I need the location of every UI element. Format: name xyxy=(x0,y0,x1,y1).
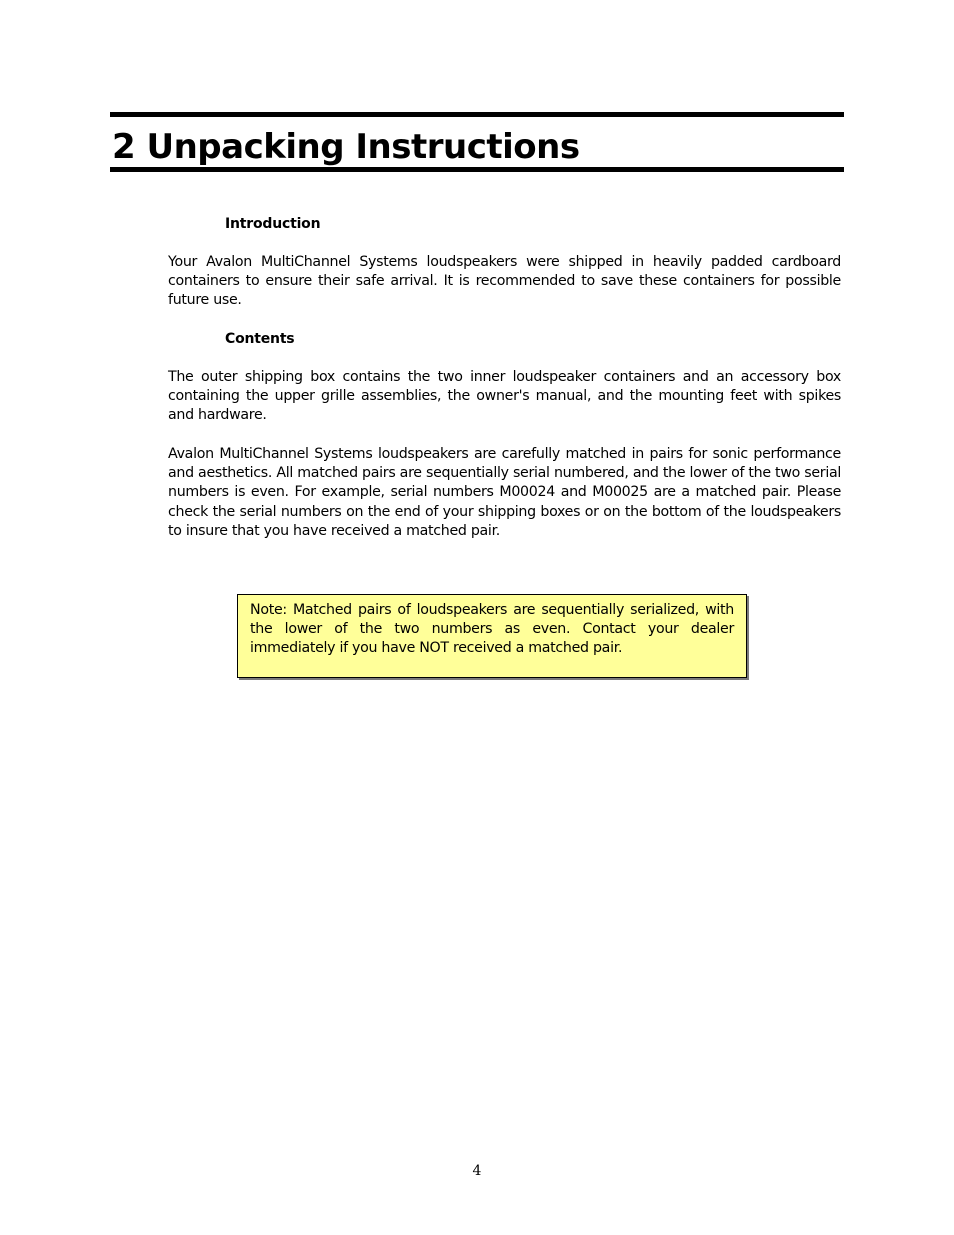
introduction-heading: Introduction xyxy=(225,216,321,232)
note-text: Note: Matched pairs of loudspeakers are sequentially serialized, with the lower of the two numbers as even. Contact your dealer immediately if you have NOT received a matched pair. xyxy=(250,602,734,657)
contents-paragraph-1: The outer shipping box contains the two inner loudspeaker containers and an accessory box containing the upper grille assemblies, the owner's manual, and the mounting feet with spikes and hardware. xyxy=(168,369,841,424)
note-box xyxy=(237,594,747,678)
chapter-heading xyxy=(110,112,844,172)
contents-heading: Contents xyxy=(225,331,295,347)
chapter-title: 2 Unpacking Instructions xyxy=(112,127,580,167)
page-number: 4 xyxy=(472,1163,482,1179)
contents-paragraph-2: Avalon MultiChannel Systems loudspeakers are carefully matched in pairs for sonic performance and aesthetics. All matched pairs are sequentially serial numbered, and the lower of the two serial numbers is even. For example, serial numbers M00024 and M00025 are a matched pair. Please check the serial numbers on the end of your shipping boxes or on the bottom of the loudspeakers to insure that you have received a matched pair. xyxy=(168,446,841,539)
introduction-paragraph: Your Avalon MultiChannel Systems loudspeakers were shipped in heavily padded cardboard containers to ensure their safe arrival. It is recommended to save these containers for possible future use. xyxy=(168,254,841,309)
